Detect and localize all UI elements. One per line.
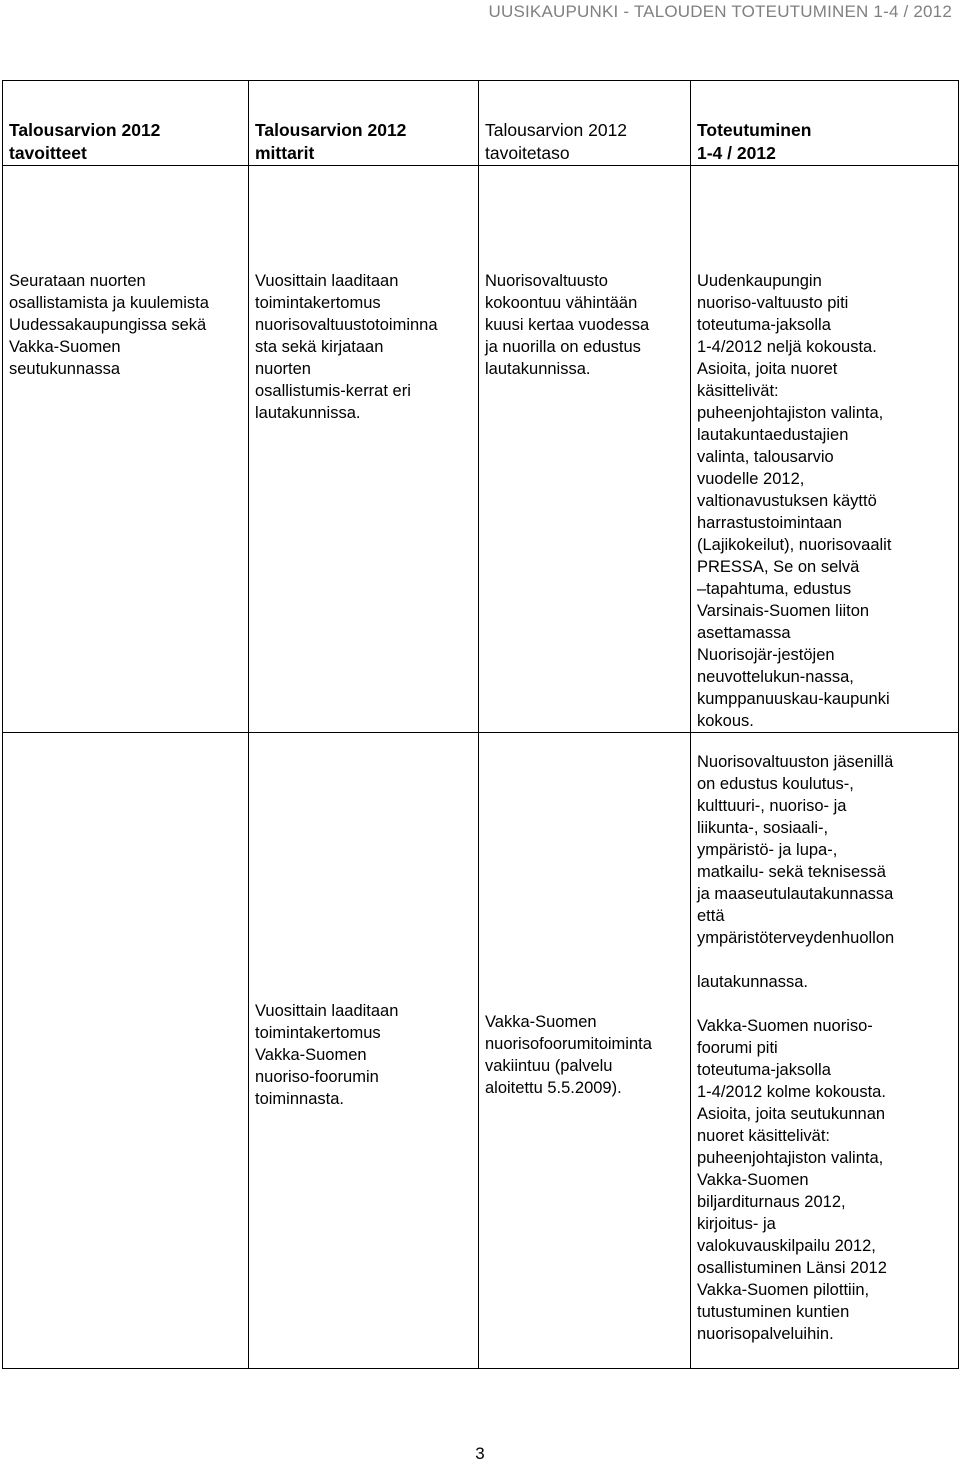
text-line: Vakka-Suomen bbox=[485, 1012, 597, 1031]
text-line: (Lajikokeilut), nuorisovaalit bbox=[697, 536, 892, 554]
text-line: seutukunnassa bbox=[9, 360, 120, 378]
column-header-indicators bbox=[249, 81, 479, 166]
text-line: neuvottelukun-nassa, bbox=[697, 668, 854, 686]
page-number: 3 bbox=[475, 1444, 485, 1463]
text-line: Nuorisovaltuusto bbox=[485, 272, 608, 290]
text-line: vuodelle 2012, bbox=[697, 470, 805, 488]
header-line: tavoitteet bbox=[9, 143, 87, 163]
text-line: valokuvauskilpailu 2012, bbox=[697, 1237, 876, 1255]
text-line: kuusi kertaa vuodessa bbox=[485, 316, 650, 334]
text-line: nuorten bbox=[255, 360, 311, 378]
text-line: foorumi piti bbox=[697, 1039, 778, 1057]
text-line: harrastustoimintaan bbox=[697, 514, 842, 532]
cell-realization bbox=[691, 733, 959, 1369]
budget-table bbox=[2, 80, 959, 1369]
column-header-realization bbox=[691, 81, 959, 166]
text-line: toimintakertomus bbox=[255, 294, 381, 312]
text-line: Vakka-Suomen pilottiin, bbox=[697, 1281, 870, 1299]
text-line: biljarditurnaus 2012, bbox=[697, 1193, 846, 1211]
text-line: kulttuuri-, nuoriso- ja bbox=[697, 797, 847, 815]
text-line: PRESSA, Se on selvä bbox=[697, 558, 860, 576]
header-line: Toteutuminen bbox=[697, 120, 812, 140]
paragraph-gap bbox=[697, 949, 952, 971]
text-line: asettamassa bbox=[697, 624, 791, 642]
paragraph-gap bbox=[697, 993, 952, 1015]
text-line: ja maaseutulautakunnassa bbox=[697, 885, 894, 903]
text-line: toimintakertomus bbox=[255, 1023, 381, 1042]
text-line: aloitettu 5.5.2009). bbox=[485, 1078, 622, 1097]
text-line: sta sekä kirjataan bbox=[255, 338, 384, 356]
column-header-target bbox=[479, 81, 691, 166]
text-line: Uudessakaupungissa sekä bbox=[9, 316, 207, 334]
text-line: matkailu- sekä teknisessä bbox=[697, 863, 886, 881]
text-line: 1-4/2012 neljä kokousta. bbox=[697, 338, 877, 356]
text-line: osallistuminen Länsi 2012 bbox=[697, 1259, 887, 1277]
text-line: Asioita, joita nuoret bbox=[697, 360, 838, 378]
text-line: –tapahtuma, edustus bbox=[697, 580, 852, 598]
text-line: Vakka-Suomen bbox=[9, 338, 121, 356]
text-line: Vakka-Suomen bbox=[697, 1171, 809, 1189]
table-row bbox=[3, 733, 959, 1369]
text-line: osallistumis-kerrat eri bbox=[255, 382, 411, 400]
text-line: Nuorisovaltuuston jäsenillä bbox=[697, 753, 894, 771]
text-line: kumppanuuskau-kaupunki bbox=[697, 690, 890, 708]
text-line: Seurataan nuorten bbox=[9, 272, 146, 290]
table-row bbox=[3, 166, 959, 733]
text-line: nuoret käsittelivät: bbox=[697, 1127, 830, 1145]
text-line: ja nuorilla on edustus bbox=[485, 338, 641, 356]
text-line: valinta, talousarvio bbox=[697, 448, 834, 466]
text-line: lautakunnissa. bbox=[485, 360, 591, 378]
column-header-goals bbox=[3, 81, 249, 166]
text-line: nuoriso-foorumin bbox=[255, 1067, 379, 1086]
cell-target bbox=[479, 166, 691, 733]
text-line: Asioita, joita seutukunnan bbox=[697, 1105, 886, 1123]
text-line: ympäristöterveydenhuollon bbox=[697, 929, 895, 947]
text-line: 1-4/2012 kolme kokousta. bbox=[697, 1083, 886, 1101]
text-line: osallistamista ja kuulemista bbox=[9, 294, 209, 312]
text-line: on edustus koulutus-, bbox=[697, 775, 854, 793]
header-line: Talousarvion 2012 bbox=[485, 120, 628, 140]
header-line: Talousarvion 2012 bbox=[255, 120, 407, 140]
text-line: nuoriso-valtuusto piti bbox=[697, 294, 849, 312]
text-line: Vakka-Suomen bbox=[255, 1045, 367, 1064]
text-line: vakiintuu (palvelu bbox=[485, 1056, 613, 1075]
text-line: Nuorisojär-jestöjen bbox=[697, 646, 835, 664]
cell-indicator bbox=[249, 733, 479, 1369]
text-line: lautakunnassa. bbox=[697, 973, 808, 991]
text-line: nuorisofoorumitoiminta bbox=[485, 1034, 652, 1053]
text-line: valtionavustuksen käyttö bbox=[697, 492, 877, 510]
cell-target bbox=[479, 733, 691, 1369]
cell-indicator bbox=[249, 166, 479, 733]
text-line: käsittelivät: bbox=[697, 382, 779, 400]
text-line: toteutuma-jaksolla bbox=[697, 316, 831, 334]
table-header-row bbox=[3, 81, 959, 166]
text-line: nuorisopalveluihin. bbox=[697, 1325, 834, 1343]
header-line: tavoitetaso bbox=[485, 143, 570, 163]
header-line: Talousarvion 2012 bbox=[9, 120, 161, 140]
text-line: kokoontuu vähintään bbox=[485, 294, 638, 312]
text-line: ympäristö- ja lupa-, bbox=[697, 841, 838, 859]
cell-goal bbox=[3, 166, 249, 733]
cell-goal bbox=[3, 733, 249, 1369]
text-line: että bbox=[697, 907, 725, 925]
text-line: kirjoitus- ja bbox=[697, 1215, 776, 1233]
running-header bbox=[0, 0, 960, 24]
text-line: Uudenkaupungin bbox=[697, 272, 822, 290]
text-line: puheenjohtajiston valinta, bbox=[697, 1149, 884, 1167]
text-line: puheenjohtajiston valinta, bbox=[697, 404, 884, 422]
text-line: lautakunnissa. bbox=[255, 404, 361, 422]
text-line: lautakuntaedustajien bbox=[697, 426, 849, 444]
text-line: tutustuminen kuntien bbox=[697, 1303, 850, 1321]
text-line: Vuosittain laaditaan bbox=[255, 1001, 399, 1020]
cell-realization bbox=[691, 166, 959, 733]
text-line: liikunta-, sosiaali-, bbox=[697, 819, 829, 837]
text-line: nuorisovaltuustotoiminna bbox=[255, 316, 438, 334]
text-line: Varsinais-Suomen liiton bbox=[697, 602, 870, 620]
text-line: Vuosittain laaditaan bbox=[255, 272, 399, 290]
running-header-title: UUSIKAUPUNKI - TALOUDEN TOTEUTUMINEN 1-4 / 2012 bbox=[488, 2, 952, 21]
header-line: 1-4 / 2012 bbox=[697, 143, 776, 163]
text-line: kokous. bbox=[697, 712, 754, 730]
text-line: toteutuma-jaksolla bbox=[697, 1061, 831, 1079]
text-line: Vakka-Suomen nuoriso- bbox=[697, 1017, 873, 1035]
header-line: mittarit bbox=[255, 143, 315, 163]
text-line: toiminnasta. bbox=[255, 1089, 344, 1108]
